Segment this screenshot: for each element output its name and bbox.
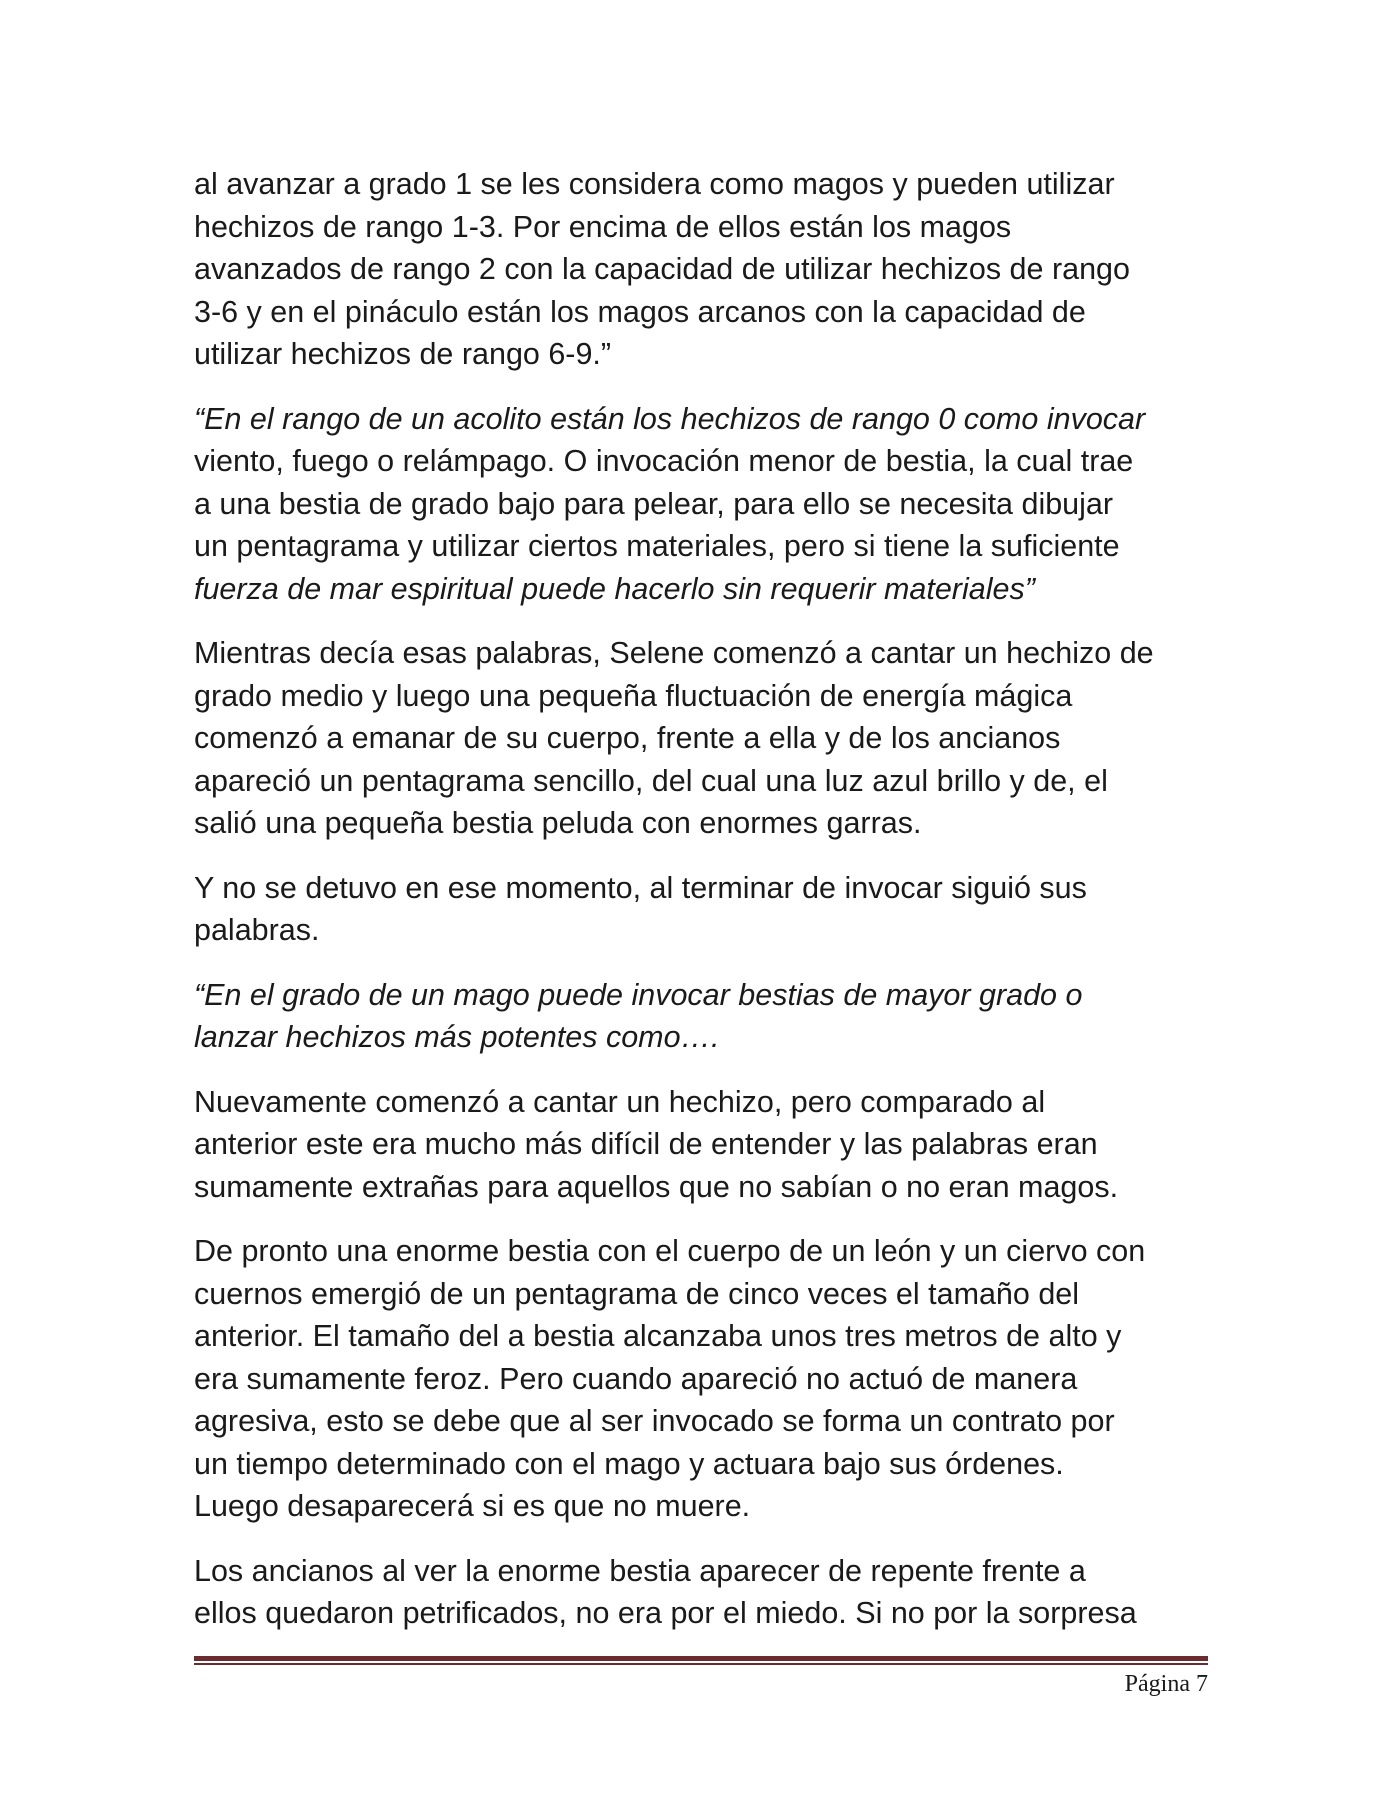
text-line: era sumamente feroz. Pero cuando apareció no actuó de manera [194, 1361, 1078, 1396]
page-body [194, 163, 1224, 1657]
page-number: Página 7 [1124, 1671, 1208, 1697]
text-line: un tiempo determinado con el mago y actuara bajo sus órdenes. [194, 1446, 1064, 1481]
paragraph [194, 867, 1224, 952]
text-line: 3-6 y en el pináculo están los magos arcanos con la capacidad de [194, 294, 1086, 329]
paragraph [194, 1550, 1224, 1635]
footer-divider [194, 1656, 1208, 1665]
text-line: De pronto una enorme bestia con el cuerpo de un león y un ciervo con [194, 1234, 1146, 1268]
text-line: utilizar hechizos de rango 6-9.” [194, 337, 612, 371]
paragraph [194, 632, 1224, 845]
text-line: “En el rango de un acolito están los hechizos de rango 0 como invocar [194, 401, 1146, 436]
paragraph [194, 1230, 1224, 1528]
text-line: Luego desaparecerá si es que no muere. [194, 1489, 751, 1523]
text-line: Nuevamente comenzó a cantar un hechizo, pero comparado al [194, 1084, 1046, 1119]
text-line: salió una pequeña bestia peluda con enormes garras. [194, 806, 922, 840]
text-line: Y no se detuvo en ese momento, al terminar de invocar siguió sus [194, 870, 1087, 905]
text-line: un pentagrama y utilizar ciertos materiales, pero si tiene la suficiente [194, 529, 1120, 563]
text-line: apareció un pentagrama sencillo, del cual una luz azul brillo y de, el [194, 763, 1108, 798]
text-line: Mientras decía esas palabras, Selene comenzó a cantar un hechizo de [194, 636, 1154, 670]
text-line: viento, fuego o relámpago. O invocación menor de bestia, la cual trae [194, 444, 1134, 478]
text-line: grado medio y luego una pequeña fluctuación de energía mágica [194, 678, 1073, 713]
text-line: sumamente extrañas para aquellos que no sabían o no eran magos. [194, 1169, 1119, 1204]
text-line: fuerza de mar espiritual puede hacerlo sin requerir materiales” [194, 571, 1035, 606]
text-line: “En el grado de un mago puede invocar bestias de mayor grado o [194, 977, 1083, 1012]
paragraph [194, 163, 1224, 376]
text-line: avanzados de rango 2 con la capacidad de utilizar hechizos de rango [194, 252, 1130, 286]
text-line: anterior este era mucho más difícil de entender y las palabras eran [194, 1127, 1098, 1161]
text-line: a una bestia de grado bajo para pelear, para ello se necesita dibujar [194, 486, 1114, 521]
paragraph-quote [194, 974, 1224, 1059]
text-line: agresiva, esto se debe que al ser invocado se forma un contrato por [194, 1404, 1115, 1438]
paragraph [194, 1081, 1224, 1209]
text-line: cuernos emergió de un pentagrama de cinco veces el tamaño del [194, 1276, 1080, 1311]
text-line: hechizos de rango 1-3. Por encima de ellos están los magos [194, 209, 1012, 244]
text-line: palabras. [194, 913, 320, 947]
text-line: al avanzar a grado 1 se les considera como magos y pueden utilizar [194, 167, 1115, 201]
text-line: anterior. El tamaño del a bestia alcanzaba unos tres metros de alto y [194, 1319, 1122, 1353]
paragraph-quote [194, 398, 1224, 611]
text-line: lanzar hechizos más potentes como…. [194, 1020, 720, 1054]
text-line: Los ancianos al ver la enorme bestia aparecer de repente frente a [194, 1553, 1086, 1588]
text-line: ellos quedaron petrificados, no era por el miedo. Si no por la sorpresa [194, 1596, 1137, 1630]
footer-divider-thin [194, 1663, 1208, 1665]
text-line: comenzó a emanar de su cuerpo, frente a ella y de los ancianos [194, 721, 1061, 755]
